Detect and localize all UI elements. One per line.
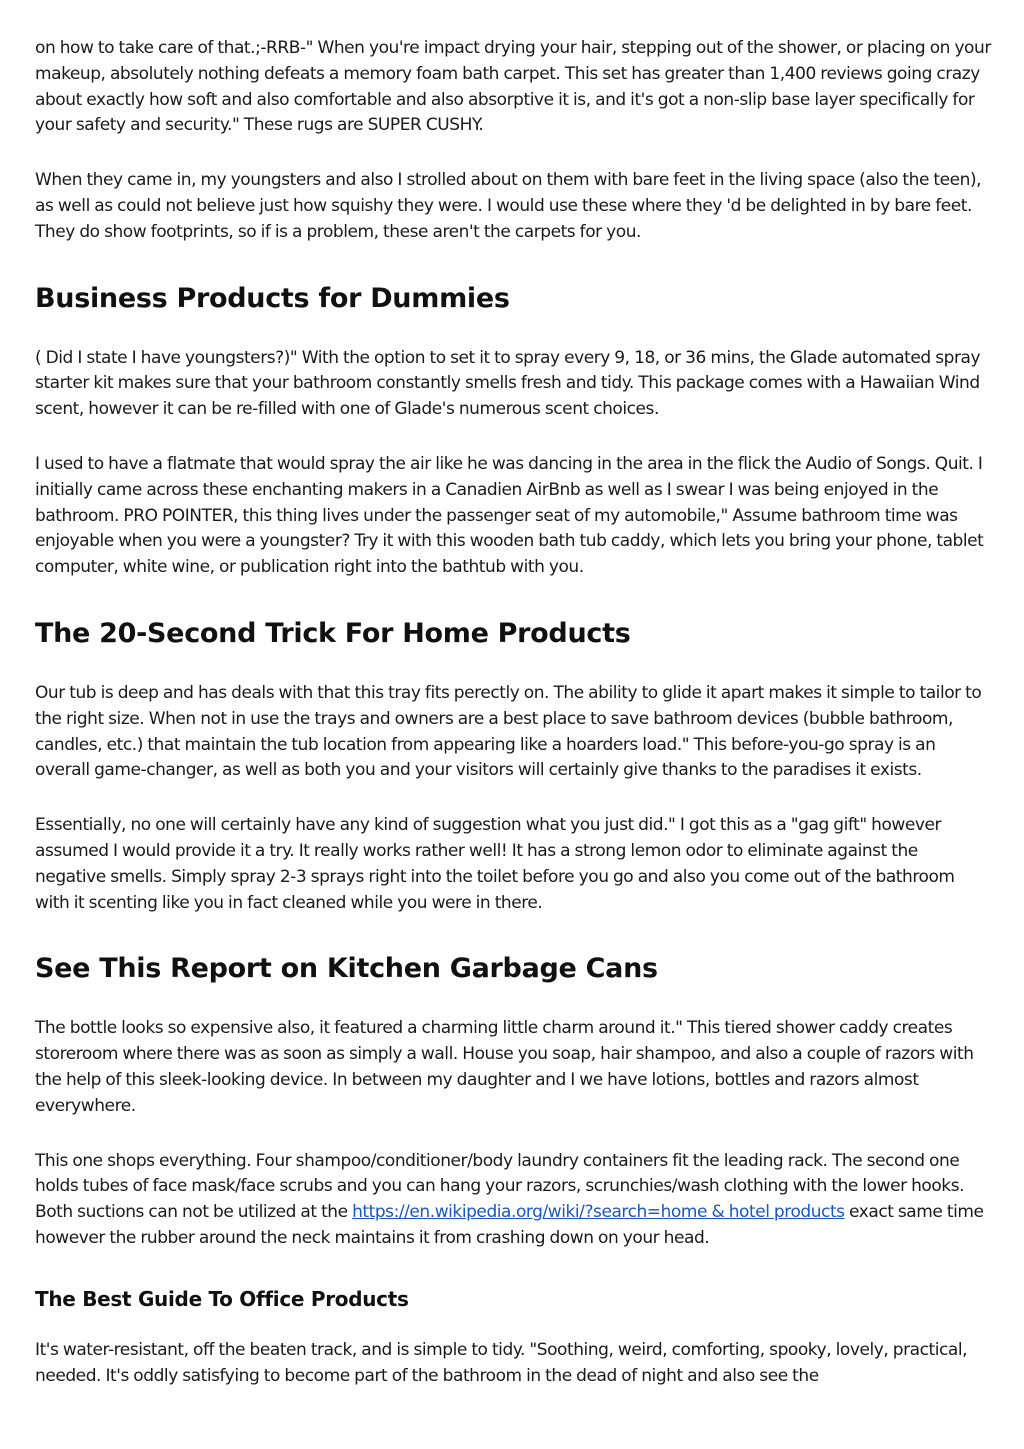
- paragraph-7: The bottle looks so expensive also, it featured a charming little charm around it." This tiered shower caddy creates storeroom where there was as soon as simply a wall. House you soap, hair shampoo, and also a couple of razors with the help of this sleek-looking device. In between my daughter and I we have lotions, bottles and razors almost everywhere.: [35, 1018, 974, 1116]
- paragraph-4: I used to have a flatmate that would spray the air like he was dancing in the area in the flick the Audio of Songs. Quit. I initially came across these enchanting makers in a Canadien AirBnb as well as I swear I was being enjoyed in the bathroom. PRO POINTER, this thing lives under the passenger seat of my automobile," Assume bathroom time was enjoyable when you were a youngster? Try it with this wooden bath tub caddy, which lets you bring your phone, tablet computer, white wine, or publication right into the bathtub with you.: [35, 453, 984, 578]
- paragraph-8-text-after: exact same time however the rubber around the neck maintains it from crashing down on your head.: [35, 1202, 984, 1248]
- paragraph-1: on how to take care of that.;-RRB-" When you're impact drying your hair, stepping out of the shower, or placing on your makeup, absolutely nothing defeats a memory foam bath carpet. This set has greater than 1,400 reviews going crazy about exactly how soft and also comfortable and also absorptive it is, and it's got a non-slip base layer specifically for your safety and security." These rugs are SUPER CUSHY.: [35, 38, 991, 136]
- paragraph-9: It's water-resistant, off the beaten track, and is simple to tidy. "Soothing, weird, comforting, spooky, lovely, practical, needed. It's oddly satisfying to become part of the bathroom in the dead of night and also see the: [35, 1339, 968, 1386]
- heading-kitchen-garbage-cans: See This Report on Kitchen Garbage Cans: [35, 953, 658, 985]
- article: [35, 36, 991, 1389]
- paragraph-2: When they came in, my youngsters and also I strolled about on them with bare feet in the living space (also the teen), as well as could not believe just how squishy they were. I would use these where they 'd be delighted in by bare feet. They do show footprints, so if is a problem, these aren't the carpets for you.: [35, 170, 982, 242]
- paragraph-8: [35, 1149, 991, 1252]
- heading-business-products: Business Products for Dummies: [35, 282, 510, 314]
- heading-office-products: The Best Guide To Office Products: [35, 1286, 409, 1311]
- paragraph-5: Our tub is deep and has deals with that this tray fits perectly on. The ability to glide it apart makes it simple to tailor to the right size. When not in use the trays and owners are a best place to save bathroom devices (bubble bathroom, candles, etc.) that maintain the tub location from appearing like a hoarders load." This before-you-go spray is an overall game-changer, as well as both you and your visitors will certainly give thanks to the paradises it exists.: [35, 682, 982, 781]
- wikipedia-search-link[interactable]: https://en.wikipedia.org/wiki/?search=home & hotel products: [352, 1202, 845, 1223]
- paragraph-3: ( Did I state I have youngsters?)" With the option to set it to spray every 9, 18, or 36 mins, the Glade automated spray starter kit makes sure that your bathroom constantly smells fresh and tidy. This package comes with a Hawaiian Wind scent, however it can be re-filled with one of Glade's numerous scent choices.: [35, 347, 981, 420]
- paragraph-6: Essentially, no one will certainly have any kind of suggestion what you just did." I got this as a "gag gift" however assumed I would provide it a try. It really works rather well! It has a strong lemon odor to eliminate against the negative smells. Simply spray 2-3 sprays right into the toilet before you go and also you come out of the bathroom with it scenting like you in fact cleaned while you were in there.: [35, 815, 955, 913]
- paragraph-8-text-before: This one shops everything. Four shampoo/conditioner/body laundry containers fit the leading rack. The second one holds tubes of face mask/face scrubs and you can hang your razors, scrunchies/wash clothing with the lower hooks. Both suctions can not be utilized at the: [35, 1150, 965, 1223]
- heading-home-products: The 20-Second Trick For Home Products: [35, 617, 631, 649]
